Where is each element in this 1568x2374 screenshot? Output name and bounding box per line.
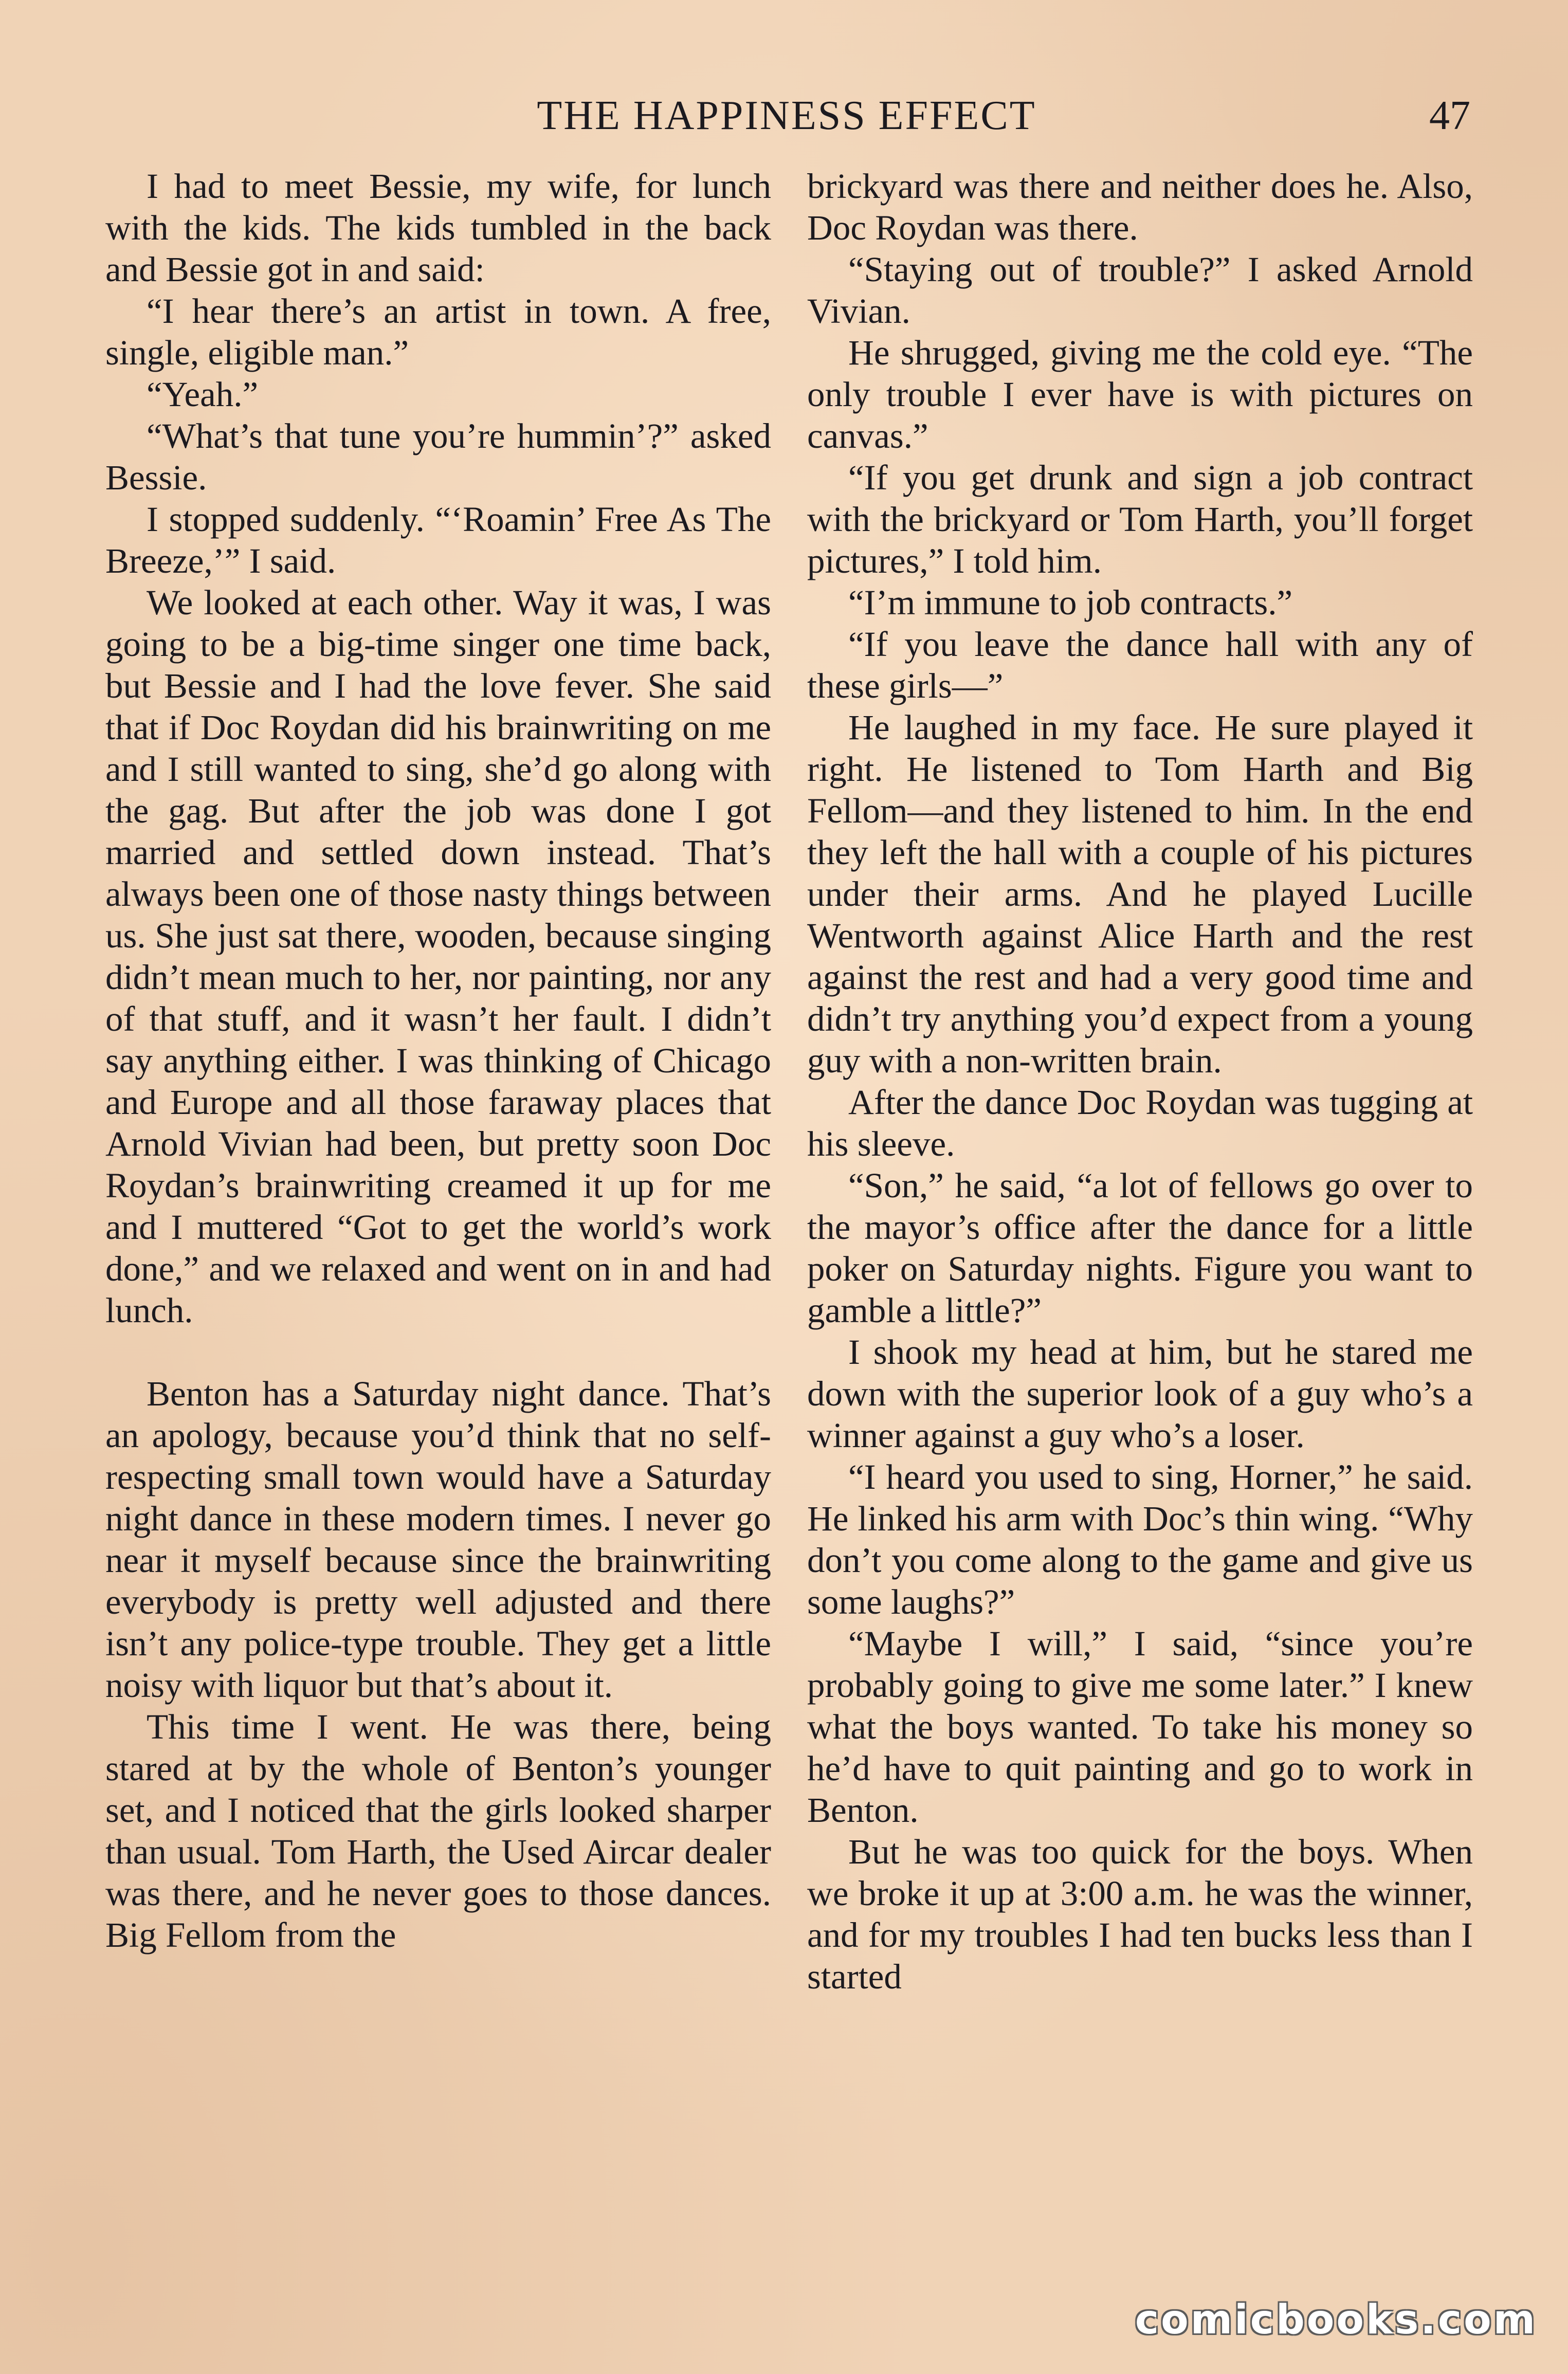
paragraph: He shrugged, giving me the cold eye. “The only trouble I ever have is with pictures on canvas.” <box>807 333 1473 455</box>
paragraph: “I hear there’s an artist in town. A free, single, eligible man.” <box>105 291 771 372</box>
page-number: 47 <box>1429 93 1470 138</box>
paragraph: I shook my head at him, but he stared me down with the superior look of a guy who’s a winner against a guy who’s a loser. <box>807 1332 1473 1455</box>
watermark-logo: comicbooks.com <box>1135 2297 1537 2343</box>
paragraph: “Staying out of trouble?” I asked Arnold Vivian. <box>807 250 1473 331</box>
paragraph: Benton has a Saturday night dance. That’s an apology, because you’d think that no self-respecting small town would have a Saturday night dance in these modern times. I never go near it myself because since the brainwriting everybody is pretty well adjusted and there isn’t any police-type trouble. They get a little noisy with liquor but that’s about it. <box>105 1374 771 1705</box>
paragraph: “If you leave the dance hall with any of these girls—” <box>807 625 1473 705</box>
paragraph-continuation: brickyard was there and neither does he. Also, Doc Roydan was there. <box>807 167 1473 247</box>
paragraph: After the dance Doc Roydan was tugging at his sleeve. <box>807 1083 1473 1163</box>
left-column <box>105 166 771 1956</box>
paragraph: “I heard you used to sing, Horner,” he said. He linked his arm with Doc’s thin wing. “Why don’t you come along to the game and give us some laughs?” <box>807 1457 1473 1621</box>
section-break <box>105 1331 771 1373</box>
paragraph: He laughed in my face. He sure played it right. He listened to Tom Harth and Big Fellom—and they listened to him. In the end they left the hall with a couple of his pictures under their arms. And he played Lucille Wentworth against Alice Harth and the rest against the rest and had a very good time and didn’t try anything you’d expect from a young guy with a non-written brain. <box>807 708 1473 1080</box>
paragraph: I stopped suddenly. “‘Roamin’ Free As The Breeze,’” I said. <box>105 500 771 580</box>
paragraph: This time I went. He was there, being stared at by the whole of Benton’s younger set, and I noticed that the girls looked sharper than usual. Tom Harth, the Used Aircar dealer was there, and he never goes to those dances. Big Fellom from the <box>105 1707 771 1955</box>
paragraph: “If you get drunk and sign a job contract with the brickyard or Tom Harth, you’ll forget pictures,” I told him. <box>807 458 1473 580</box>
running-head <box>103 87 1470 144</box>
paragraph: “Yeah.” <box>147 375 259 414</box>
paragraph: “I’m immune to job contracts.” <box>848 583 1293 622</box>
paragraph: “Maybe I will,” I said, “since you’re probably going to give me some later.” I knew what the boys wanted. To take his money so he’d have to quit painting and go to work in Benton. <box>807 1624 1473 1830</box>
paragraph: I had to meet Bessie, my wife, for lunch with the kids. The kids tumbled in the back and Bessie got in and said: <box>105 167 771 289</box>
paragraph: “Son,” he said, “a lot of fellows go over to the mayor’s office after the dance for a little poker on Saturday nights. Figure you want to gamble a little?” <box>807 1166 1473 1330</box>
right-column <box>807 166 1473 1998</box>
paragraph: “What’s that tune you’re hummin’?” asked Bessie. <box>105 416 771 497</box>
paragraph: But he was too quick for the boys. When we broke it up at 3:00 a.m. he was the winner, and for my troubles I had ten bucks less than I started <box>807 1832 1473 1996</box>
paragraph: We looked at each other. Way it was, I was going to be a big-time singer one time back, but Bessie and I had the love fever. She said that if Doc Roydan did his brainwriting on me and I still wanted to sing, she’d go along with the gag. But after the job was done I got married and settled down instead. That’s always been one of those nasty things between us. She just sat there, wooden, because singing didn’t mean much to her, nor painting, nor any of that stuff, and it wasn’t her fault. I didn’t say anything either. I was thinking of Chicago and Europe and all those faraway places that Arnold Vivian had been, but pretty soon Doc Roydan’s brainwriting creamed it up for me and I muttered “Got to get the world’s work done,” and we relaxed and went on in and had lunch. <box>105 583 771 1330</box>
running-head-title: THE HAPPINESS EFFECT <box>537 93 1036 138</box>
